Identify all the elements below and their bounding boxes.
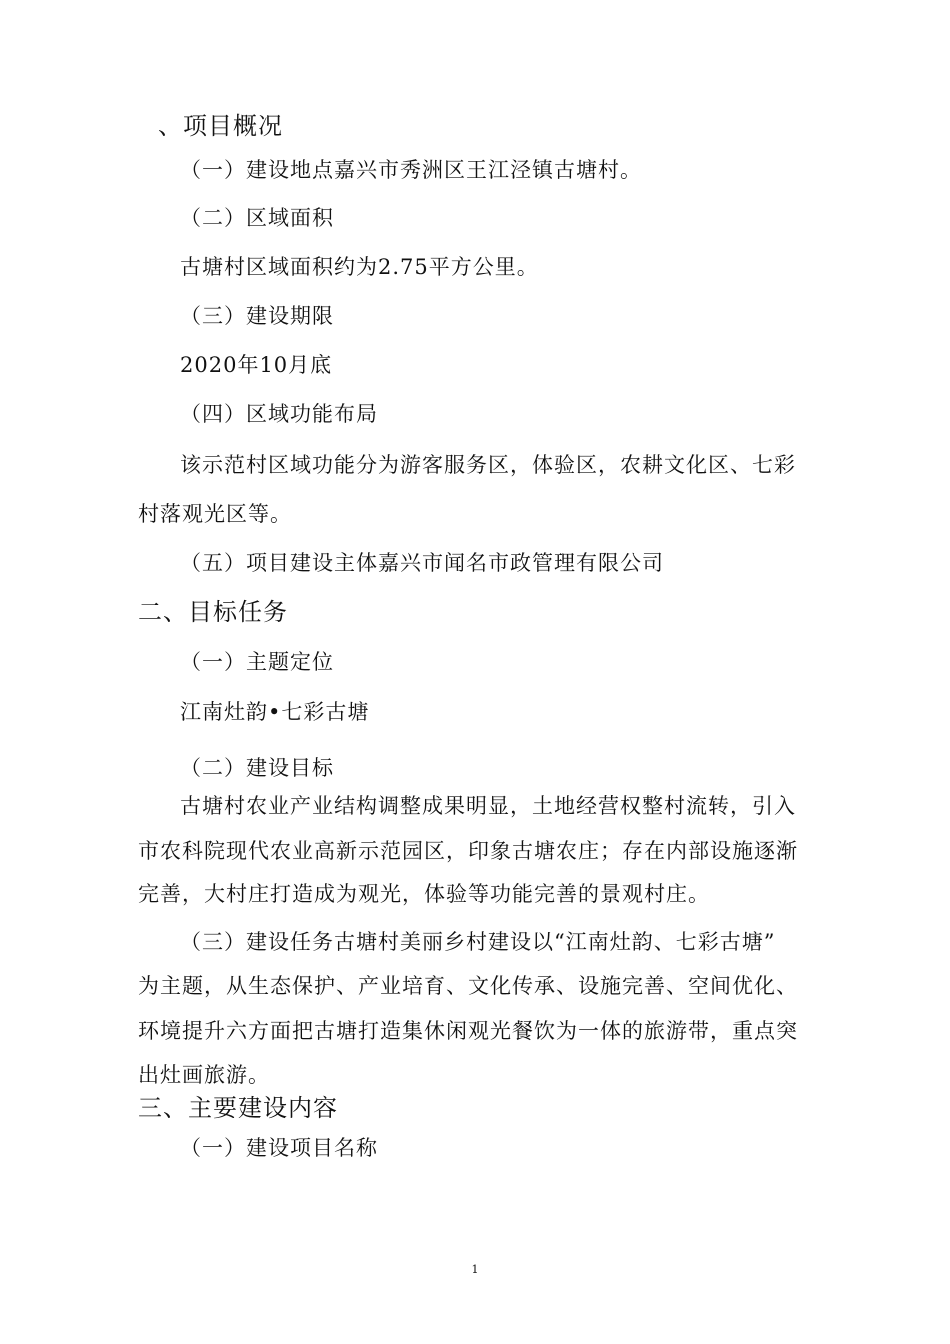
item-theme-text: 江南灶韵•七彩古塘: [180, 700, 370, 724]
item-construction-location: （一）建设地点嘉兴市秀洲区王江泾镇古塘村。: [180, 158, 642, 182]
item-goal-text-line1: 古塘村农业产业结构调整成果明显，土地经营权整村流转，引入: [180, 794, 796, 818]
section-heading-3: 三、主要建设内容: [138, 1094, 338, 1122]
section-heading-2: 二、目标任务: [138, 598, 288, 626]
item-period-heading: （三）建设期限: [180, 304, 334, 328]
item-project-owner: （五）项目建设主体嘉兴市闻名市政管理有限公司: [180, 551, 664, 575]
item-layout-text-line2: 村落观光区等。: [138, 502, 292, 526]
item-project-name-heading: （一）建设项目名称: [180, 1136, 378, 1160]
item-period-text: 2020年10月底: [180, 353, 333, 377]
item-layout-heading: （四）区域功能布局: [180, 402, 378, 426]
item-goal-text-line3: 完善，大村庄打造成为观光，体验等功能完善的景观村庄。: [138, 882, 710, 906]
item-task-line4: 出灶画旅游。: [138, 1063, 270, 1087]
section-heading-1: 、项目概况: [158, 112, 283, 140]
item-goal-heading: （二）建设目标: [180, 756, 334, 780]
item-area-text: 古塘村区域面积约为2.75平方公里。: [180, 255, 539, 279]
page-number: 1: [471, 1263, 479, 1276]
item-task-line1: （三）建设任务古塘村美丽乡村建设以“江南灶韵、七彩古塘”: [180, 930, 776, 954]
item-task-line2: 为主题，从生态保护、产业培育、文化传承、设施完善、空间优化、: [138, 974, 798, 998]
item-task-line3: 环境提升六方面把古塘打造集休闲观光餐饮为一体的旅游带，重点突: [138, 1019, 798, 1043]
item-layout-text-line1: 该示范村区域功能分为游客服务区，体验区，农耕文化区、七彩: [180, 453, 796, 477]
item-goal-text-line2: 市农科院现代农业高新示范园区，印象古塘农庄；存在内部设施逐渐: [138, 839, 798, 863]
item-theme-heading: （一）主题定位: [180, 650, 334, 674]
item-area-heading: （二）区域面积: [180, 206, 334, 230]
